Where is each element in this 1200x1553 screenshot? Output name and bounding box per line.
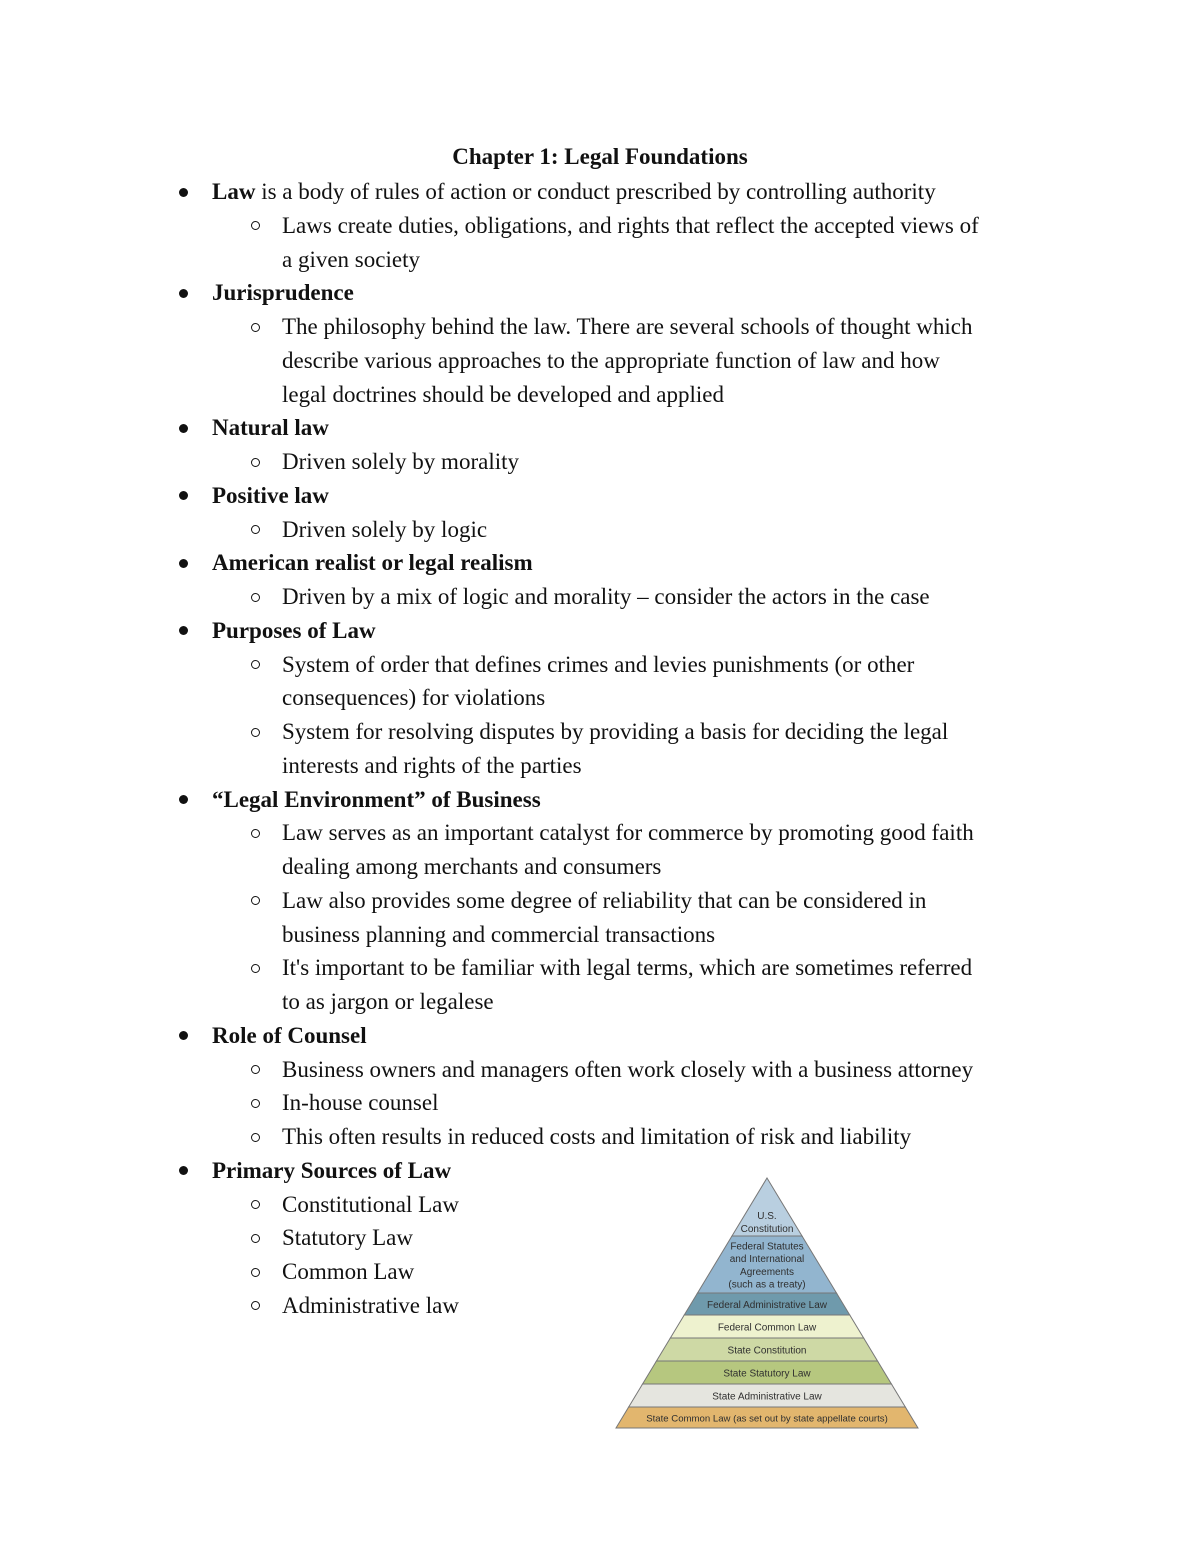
sub-item	[282, 513, 487, 547]
section-heading-text: Positive law	[212, 482, 329, 508]
page-title: Chapter 1: Legal Foundations	[452, 144, 748, 169]
sub-item	[282, 1221, 413, 1255]
section-heading-text: Role of Counsel	[212, 1022, 367, 1048]
sub-item-text: Business owners and managers often work closely with a business attorney	[282, 1056, 974, 1082]
bullet-disc-icon	[179, 411, 188, 445]
pyramid-tier-label: Federal Administrative Law	[706, 1300, 828, 1311]
sub-item-text: In-house counsel	[282, 1090, 439, 1116]
sub-item	[282, 580, 930, 614]
sub-item	[282, 816, 974, 850]
sub-item-continuation	[282, 243, 420, 277]
bullet-circle-icon	[251, 816, 260, 850]
sub-item	[282, 1053, 973, 1087]
pyramid-tier-label: Federal Common Law	[717, 1322, 817, 1334]
sub-item	[282, 1120, 911, 1154]
section-heading	[212, 1019, 367, 1053]
section-heading-text: Law	[212, 179, 256, 204]
pyramid-tier-label: (such as a treaty)	[728, 1279, 806, 1291]
sub-item-text: Constitutional Law	[282, 1191, 459, 1217]
sub-item-continuation	[282, 918, 715, 952]
bullet-disc-icon	[179, 546, 188, 580]
sub-item-text: Administrative law	[282, 1292, 459, 1318]
pyramid-tier-label: State Statutory Law	[723, 1368, 811, 1380]
pyramid-tier-label: State Administrative Law	[712, 1391, 822, 1403]
sub-item-text: Driven solely by logic	[282, 516, 488, 542]
bullet-disc-icon	[179, 783, 188, 817]
section-heading	[212, 479, 329, 513]
sub-item-text: describe various approaches to the appropriate function of law and how	[282, 347, 940, 373]
section-heading-text: American realist or legal realism	[212, 550, 533, 576]
sub-item	[282, 951, 972, 985]
bullet-circle-icon	[251, 209, 260, 243]
bullet-circle-icon	[251, 951, 260, 985]
sub-item-text: The philosophy behind the law. There are several schools of thought which	[282, 314, 973, 339]
section-heading-text: Natural law	[212, 415, 329, 441]
bullet-circle-icon	[251, 1255, 260, 1289]
bullet-circle-icon	[251, 1120, 260, 1154]
sub-item	[282, 445, 519, 479]
bullet-circle-icon	[251, 1086, 260, 1120]
section-heading	[212, 1154, 451, 1188]
sub-item-continuation	[282, 378, 724, 412]
bullet-circle-icon	[251, 884, 260, 918]
sub-item-text: interests and rights of the parties	[282, 752, 582, 778]
section-heading-text: Primary Sources of Law	[212, 1157, 452, 1183]
sub-item	[282, 648, 914, 682]
bullet-circle-icon	[251, 310, 260, 344]
sub-item-text: to as jargon or legalese	[282, 989, 494, 1014]
sub-item-continuation	[282, 344, 940, 378]
pyramid-tier-label: Federal Statutes	[730, 1241, 804, 1253]
sub-item-continuation	[282, 850, 661, 884]
pyramid-tier-label: State Constitution	[727, 1345, 807, 1357]
sub-item-text: business planning and commercial transactions	[282, 921, 716, 947]
bullet-circle-icon	[251, 1188, 260, 1222]
bullet-circle-icon	[251, 1053, 260, 1087]
pyramid-tier-label: and International	[729, 1254, 805, 1266]
sub-item-continuation	[282, 985, 494, 1019]
bullet-circle-icon	[251, 648, 260, 682]
section-heading	[212, 783, 541, 817]
sub-item-text: consequences) for violations	[282, 685, 546, 711]
bullet-circle-icon	[251, 580, 260, 614]
sub-item-text: This often results in reduced costs and limitation of risk and liability	[282, 1124, 912, 1149]
section-heading-definition: is a body of rules of action or conduct prescribed by controlling authority	[255, 179, 936, 204]
section-heading	[212, 614, 376, 648]
sub-item	[282, 1086, 439, 1120]
sub-item-text: System of order that defines crimes and levies punishments (or other	[282, 651, 915, 677]
sub-item	[282, 1289, 459, 1323]
sub-item-text: Statutory Law	[282, 1225, 413, 1251]
bullet-disc-icon	[179, 276, 188, 310]
sources-of-law-pyramid	[612, 1175, 924, 1433]
sub-item	[282, 715, 948, 749]
section-heading-text: Purposes of Law	[212, 617, 376, 643]
bullet-disc-icon	[179, 175, 188, 209]
sub-item-continuation	[282, 681, 545, 715]
sub-item-continuation	[282, 749, 582, 783]
sub-item-text: System for resolving disputes by providing a basis for deciding the legal	[282, 719, 949, 744]
section-heading-text: Jurisprudence	[212, 280, 354, 306]
bullet-disc-icon	[179, 1154, 188, 1188]
pyramid-tier-label: Constitution	[740, 1224, 794, 1235]
bullet-disc-icon	[179, 479, 188, 513]
pyramid-tier-label: State Common Law (as set out by state appellate courts)	[646, 1413, 888, 1425]
bullet-circle-icon	[251, 1221, 260, 1255]
sub-item	[282, 1188, 459, 1222]
pyramid-tier-label: U.S.	[757, 1211, 777, 1223]
bullet-circle-icon	[251, 715, 260, 749]
section-heading-text: “Legal Environment” of Business	[212, 786, 541, 812]
section-heading	[212, 175, 936, 209]
section-heading	[212, 276, 354, 310]
sub-item	[282, 310, 972, 344]
sub-item	[282, 1255, 414, 1289]
sub-item-text: Driven solely by morality	[282, 449, 519, 474]
sub-item-text: dealing among merchants and consumers	[282, 854, 662, 879]
bullet-circle-icon	[251, 513, 260, 547]
section-heading	[212, 546, 533, 580]
sub-item-text: Law also provides some degree of reliability that can be considered in	[282, 887, 927, 913]
sub-item-text: a given society	[282, 246, 420, 272]
sub-item-text: Laws create duties, obligations, and rights that reflect the accepted views of	[282, 212, 979, 238]
sub-item	[282, 209, 979, 243]
bullet-circle-icon	[251, 445, 260, 479]
bullet-disc-icon	[179, 1019, 188, 1053]
pyramid-tier-label: Agreements	[740, 1266, 794, 1278]
sub-item-text: Driven by a mix of logic and morality – consider the actors in the case	[282, 584, 930, 609]
sub-item-text: Common Law	[282, 1259, 415, 1284]
section-heading	[212, 411, 329, 445]
sub-item-text: legal doctrines should be developed and applied	[282, 381, 724, 407]
sub-item-text: It's important to be familiar with legal terms, which are sometimes referred	[282, 955, 973, 981]
sub-item	[282, 884, 926, 918]
sub-item-text: Law serves as an important catalyst for commerce by promoting good faith	[282, 820, 974, 846]
bullet-disc-icon	[179, 614, 188, 648]
bullet-circle-icon	[251, 1289, 260, 1323]
